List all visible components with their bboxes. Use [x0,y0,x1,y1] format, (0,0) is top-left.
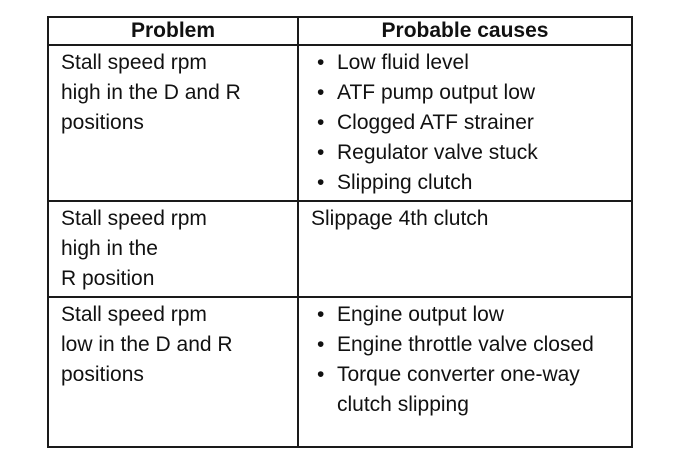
table-row [48,201,632,297]
bullet-icon: • [317,81,325,104]
causes-cell [298,297,632,447]
problem-text: Stall speed rpm low in the D and R positions [61,303,233,386]
cause-item [313,360,621,420]
header-problem: Problem [48,17,298,45]
cause-list [313,48,621,198]
problem-cell [48,297,298,447]
causes-cell [298,45,632,201]
cause-text: Engine output low [337,303,504,326]
problem-text: Stall speed rpm high in the D and R positions [61,51,241,134]
cause-item [313,330,621,360]
cause-item [313,138,621,168]
cause-text: Regulator valve stuck [337,141,538,164]
cause-text: ATF pump output low [337,81,536,104]
cause-item [313,78,621,108]
cause-text: Engine throttle valve closed [337,333,594,356]
bullet-icon: • [317,51,325,74]
cause-item [313,48,621,78]
bullet-icon: • [317,303,325,326]
bullet-icon: • [317,363,325,386]
cause-text: Slipping clutch [337,171,473,194]
bullet-icon: • [317,333,325,356]
cause-text: Torque converter one-way clutch slipping [337,363,580,416]
table-row [48,45,632,201]
bullet-icon: • [317,141,325,164]
bullet-icon: • [317,111,325,134]
causes-cell [298,201,632,297]
cause-text: Slippage 4th clutch [311,207,489,230]
header-probable-causes: Probable causes [298,17,632,45]
header-row [48,17,632,45]
cause-item [313,300,621,330]
cause-item [313,168,621,198]
problem-cell [48,201,298,297]
diagnosis-table [47,16,633,448]
cause-text: Clogged ATF strainer [337,111,534,134]
problem-text: Stall speed rpm high in the R position [61,207,207,290]
table-row [48,297,632,447]
problem-cell [48,45,298,201]
bullet-icon: • [317,171,325,194]
cause-text: Low fluid level [337,51,469,74]
cause-list [313,300,621,420]
cause-item [313,108,621,138]
